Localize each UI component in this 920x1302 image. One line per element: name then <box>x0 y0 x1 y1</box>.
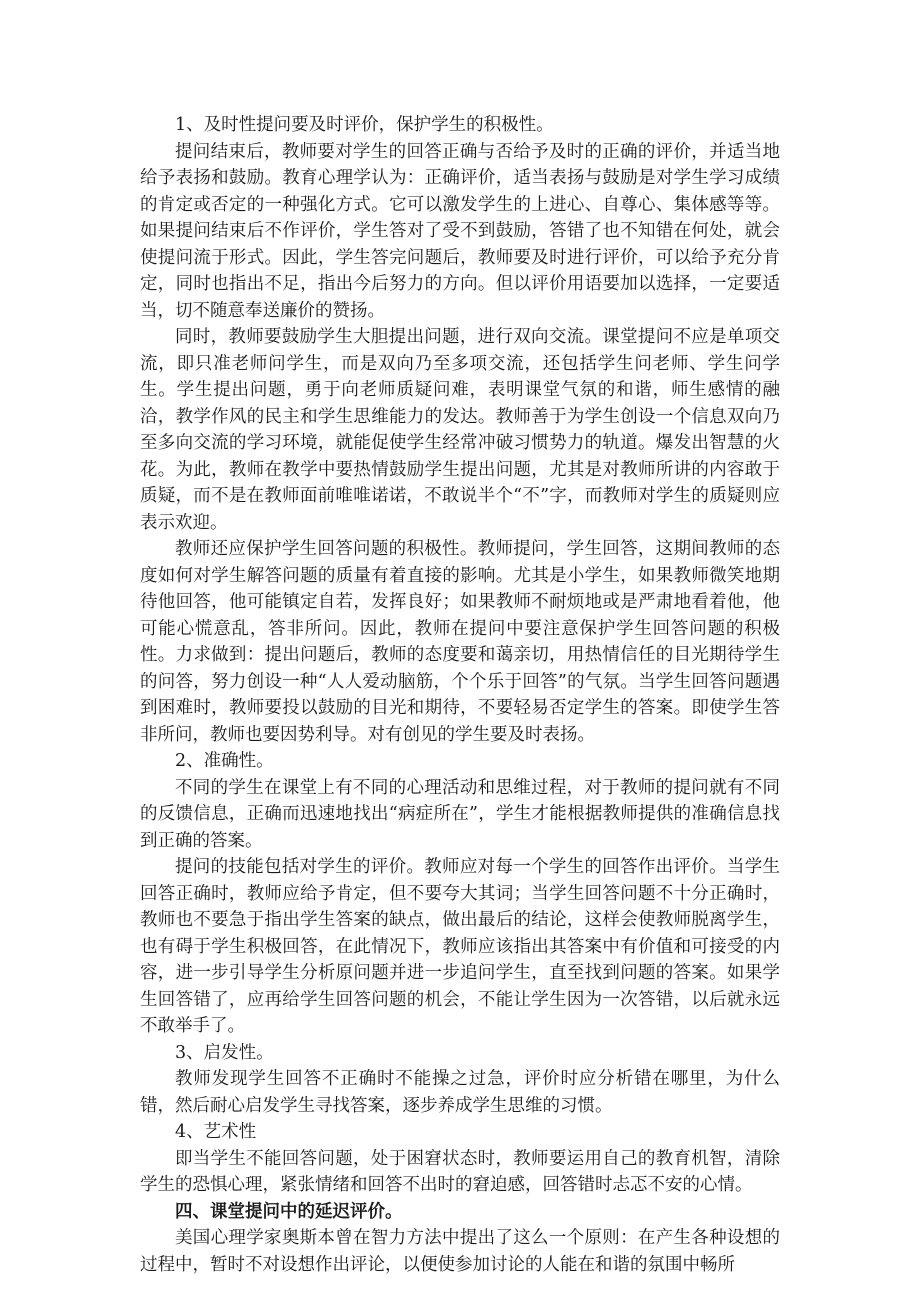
document-page <box>140 112 780 1278</box>
paragraph-artistry: 即当学生不能回答问题，处于困窘状态时，教师要运用自己的教育机智，清除学生的恐惧心理，紧张情绪和回答不出时的窘迫感，回答错时忐忑不安的心情。 <box>140 1148 780 1195</box>
heading-timeliness: 1、及时性提问要及时评价，保护学生的积极性。 <box>175 115 554 135</box>
heading-accuracy: 2、准确性。 <box>175 751 274 771</box>
heading-artistry: 4、艺术性 <box>175 1122 257 1142</box>
paragraph-evaluation-skills: 提问的技能包括对学生的评价。教师应对每一个学生的回答作出评价。当学生回答正确时，教师应给予肯定，但不要夸大其词；当学生回答问题不十分正确时，教师也不要急于指出学生答案的缺点，做出最后的结论，这样会使教师脱离学生，也有碍于学生积极回答，在此情况下，教师应该指出其答案中有价值和可接受的内容，进一步引导学生分析原问题并进一步追问学生，直至找到问题的答案。如果学生回答错了，应再给学生回答问题的机会，不能让学生因为一次答错，以后就永远不敢举手了。 <box>140 857 780 1036</box>
paragraph-protect-enthusiasm: 教师还应保护学生回答问题的积极性。教师提问，学生回答，这期间教师的态度如何对学生解答问题的质量有着直接的影响。尤其是小学生，如果教师微笑地期待他回答，他可能镇定自若，发挥良好；如果教师不耐烦地或是严肃地看着他，他可能心慌意乱，答非所问。因此，教师在提问中要注意保护学生回答问题的积极性。力求做到：提出问题后，教师的态度要和蔼亲切，用热情信任的目光期待学生的问答，努力创设一种“人人爱动脑筋，个个乐于回答”的气氛。当学生回答问题遇到困难时，教师要投以鼓励的目光和期待，不要轻易否定学生的答案。即使学生答非所问，教师也要因势利导。对有创见的学生要及时表扬。 <box>140 539 780 745</box>
paragraph-evaluation: 提问结束后，教师要对学生的回答正确与否给予及时的正确的评价，并适当地给予表扬和鼓励。教育心理学认为：正确评价，适当表扬与鼓励是对学生学习成绩的肯定或否定的一种强化方式。它可以激发学生的上进心、自尊心、集体感等等。如果提问结束后不作评价，学生答对了受不到鼓励，答错了也不知错在何处，就会使提问流于形式。因此，学生答完问题后，教师要及时进行评价，可以给予充分肯定，同时也指出不足，指出今后努力的方向。但以评价用语要加以选择，一定要适当，切不随意奉送廉价的赞扬。 <box>140 141 780 321</box>
paragraph-osborn: 美国心理学家奥斯本曾在智力方法中提出了这么一个原则：在产生各种设想的过程中，暂时不对设想作出评论，以便使参加讨论的人能在和谐的氛围中畅所 <box>140 1228 780 1275</box>
paragraph-feedback: 不同的学生在课堂上有不同的心理活动和思维过程，对于教师的提问就有不同的反馈信息，正确而迅速地找出“病症所在”，学生才能根据教师提供的准确信息找到正确的答案。 <box>140 777 780 851</box>
heading-heuristic: 3、启发性。 <box>175 1042 274 1063</box>
section-heading-delayed-evaluation: 四、课堂提问中的延迟评价。 <box>175 1201 403 1222</box>
paragraph-heuristic: 教师发现学生回答不正确时不能操之过急，评价时应分析错在哪里，为什么错，然后耐心启发学生寻找答案，逐步养成学生思维的习惯。 <box>140 1069 780 1116</box>
paragraph-two-way-communication: 同时，教师要鼓励学生大胆提出问题，进行双向交流。课堂提问不应是单项交流，即只准老师问学生，而是双向乃至多项交流，还包括学生问老师、学生问学生。学生提出问题，勇于向老师质疑问难，表明课堂气氛的和谐，师生感情的融洽，教学作风的民主和学生思维能力的发达。教师善于为学生创设一个信息双向乃至多向交流的学习环境，就能促使学生经常冲破习惯势力的轨道。爆发出智慧的火花。为此，教师在教学中要热情鼓励学生提出问题，尤其是对教师所讲的内容敢于质疑，而不是在教师面前唯唯诺诺，不敢说半个“不”字，而教师对学生的质疑则应表示欢迎。 <box>140 327 780 533</box>
